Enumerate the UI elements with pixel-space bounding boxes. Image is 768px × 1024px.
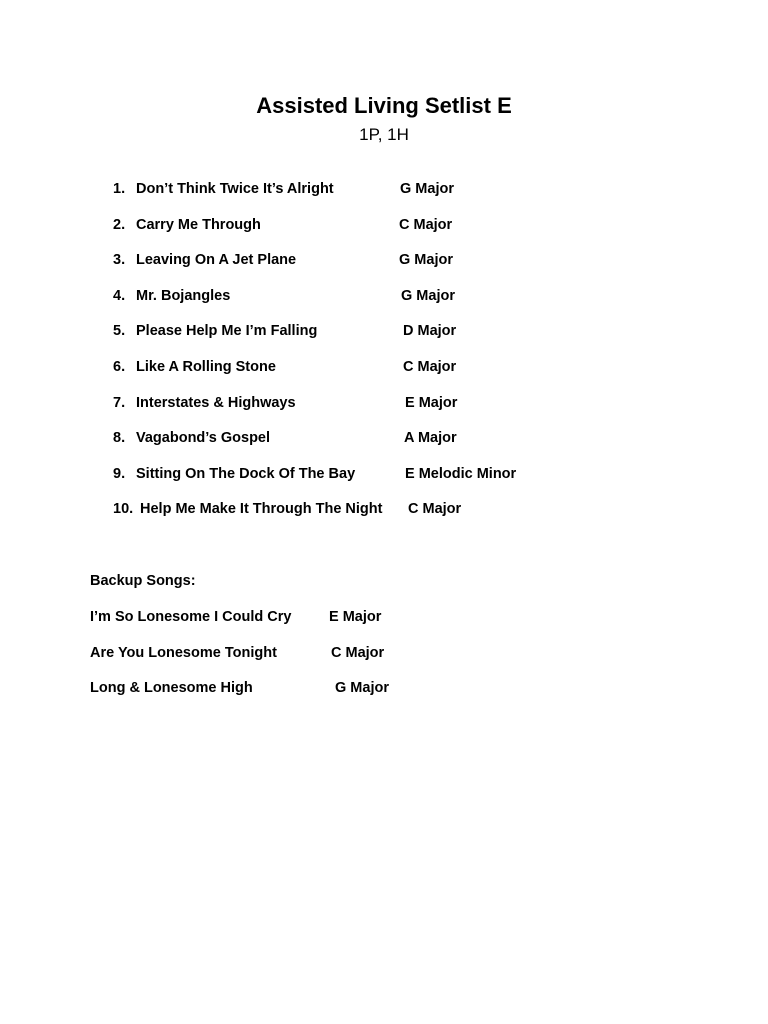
song-title: Help Me Make It Through The Night (140, 501, 383, 518)
backup-song-title: Are You Lonesome Tonight (90, 644, 277, 661)
backup-songs-list (0, 606, 768, 713)
backup-song-title: Long & Lonesome High (90, 680, 253, 697)
song-number: 7. (113, 394, 126, 411)
backup-song-key: E Major (329, 609, 382, 625)
song-key: C Major (403, 358, 457, 375)
backup-song-item (0, 642, 768, 678)
setlist-item (0, 356, 768, 392)
song-title: Interstates & Highways (136, 394, 296, 411)
setlist-item (0, 427, 768, 463)
song-number: 3. (113, 252, 126, 269)
setlist-item (0, 392, 768, 428)
setlist-title: Assisted Living Setlist E (256, 93, 512, 118)
setlist-item (0, 320, 768, 356)
song-title: Sitting On The Dock Of The Bay (136, 465, 356, 482)
setlist (0, 178, 768, 534)
setlist-item (0, 463, 768, 499)
song-key: E Melodic Minor (405, 465, 517, 482)
song-key: C Major (408, 501, 462, 518)
song-key: G Major (399, 252, 453, 269)
backup-song-key: G Major (335, 680, 389, 697)
song-title: Like A Rolling Stone (136, 358, 276, 375)
song-key: G Major (401, 287, 455, 304)
setlist-item (0, 285, 768, 321)
backup-song-key: C Major (331, 644, 385, 661)
song-key: D Major (403, 323, 457, 340)
song-title: Mr. Bojangles (136, 287, 231, 304)
backup-songs-heading: Backup Songs: (90, 573, 196, 589)
setlist-item (0, 249, 768, 285)
song-number: 5. (113, 323, 126, 340)
song-number: 2. (113, 216, 126, 233)
song-title: Leaving On A Jet Plane (136, 252, 297, 269)
song-number: 6. (113, 358, 126, 375)
song-number: 4. (113, 287, 126, 304)
song-number: 1. (113, 181, 126, 197)
song-title: Carry Me Through (136, 216, 261, 233)
song-key: A Major (404, 430, 457, 447)
song-key: G Major (400, 181, 454, 197)
song-key: C Major (399, 216, 453, 233)
song-number: 8. (113, 430, 126, 447)
song-title: Don’t Think Twice It’s Alright (136, 181, 334, 197)
backup-song-title: I’m So Lonesome I Could Cry (90, 609, 292, 625)
song-title: Please Help Me I’m Falling (136, 323, 318, 340)
song-number: 10. (113, 501, 134, 518)
song-number: 9. (113, 465, 126, 482)
song-title: Vagabond’s Gospel (136, 430, 271, 447)
backup-song-item (0, 606, 768, 642)
setlist-item (0, 178, 768, 214)
song-key: E Major (405, 394, 458, 411)
setlist-item (0, 498, 768, 534)
setlist-subtitle: 1P, 1H (359, 125, 409, 144)
backup-song-item (0, 677, 768, 713)
setlist-item (0, 214, 768, 250)
